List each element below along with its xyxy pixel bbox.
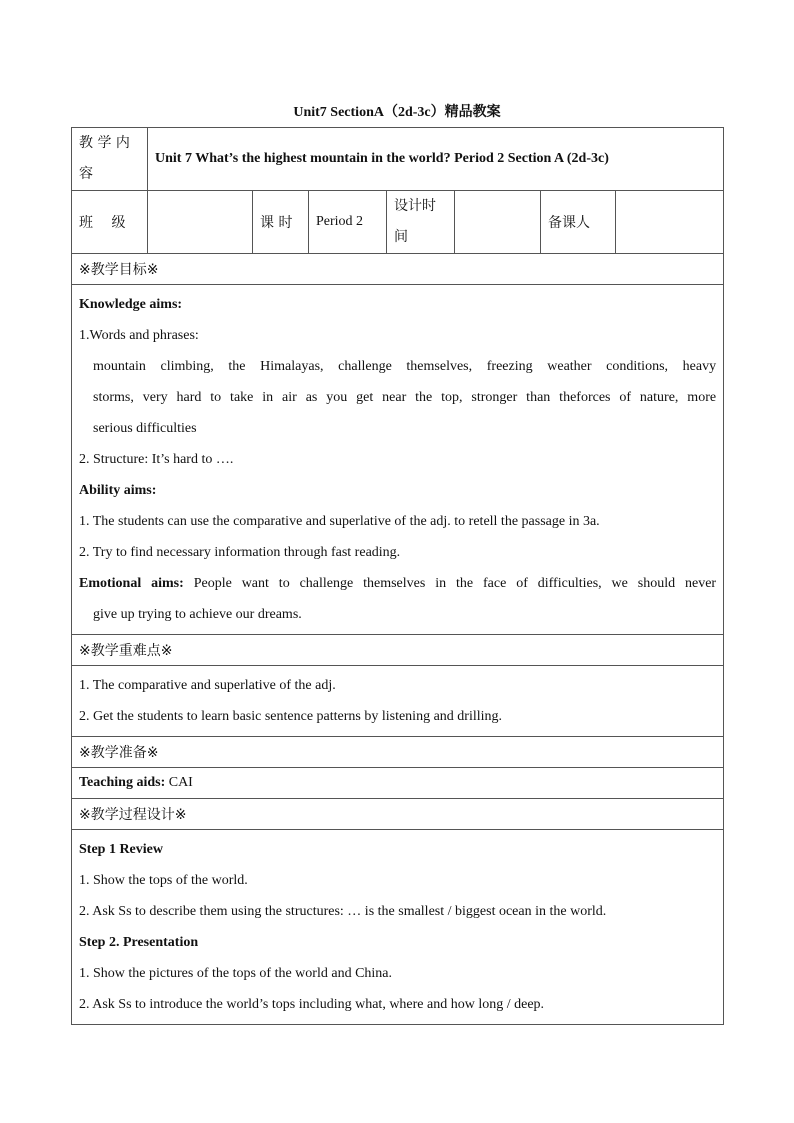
process-header-row <box>72 799 724 830</box>
step1-item-1: 1. Show the tops of the world. <box>79 873 248 888</box>
preparation-header-row <box>72 737 724 768</box>
ability-item-2: 2. Try to find necessary information through fast reading. <box>79 545 401 560</box>
ability-item-1: 1. The students can use the comparative and superlative of the adj. to retell the passage in 3a. <box>79 514 600 529</box>
class-label: 班 级 <box>72 191 148 254</box>
key-points-section-title: ※教学重难点※ <box>72 635 724 666</box>
process-section-title: ※教学过程设计※ <box>72 799 724 830</box>
step1-title: Step 1 Review <box>79 842 163 857</box>
content-row <box>72 128 724 191</box>
key-points-body <box>72 666 724 737</box>
words-line-2: storms, very hard to take in air as you get near the top, stronger than theforces of nature, more <box>93 390 717 405</box>
process-body-row <box>72 830 724 1025</box>
teaching-aids <box>72 768 724 799</box>
teaching-aids-row <box>72 768 724 799</box>
info-row <box>72 191 724 254</box>
key-point-1: 1. The comparative and superlative of the adj. <box>79 678 336 693</box>
emotional-aims-title: Emotional aims: <box>79 576 184 591</box>
step1-item-2: 2. Ask Ss to describe them using the structures: … is the smallest / biggest ocean in the world. <box>79 904 607 919</box>
period-label: 课 时 <box>253 191 309 254</box>
step2-title: Step 2. Presentation <box>79 935 199 950</box>
objectives-section-title: ※教学目标※ <box>72 254 724 285</box>
preparer-label: 备课人 <box>541 191 616 254</box>
preparation-section-title: ※教学准备※ <box>72 737 724 768</box>
lesson-plan-table <box>71 127 724 1025</box>
content-value: Unit 7 What’s the highest mountain in the world? Period 2 Section A (2d-3c) <box>148 128 724 191</box>
objectives-body <box>72 285 724 635</box>
design-time-value <box>455 191 541 254</box>
words-line-3: serious difficulties <box>93 421 197 436</box>
words-label: 1.Words and phrases: <box>79 328 199 343</box>
ability-aims-title: Ability aims: <box>79 483 157 498</box>
emotional-aims-line-2: give up trying to achieve our dreams. <box>93 607 302 622</box>
step2-item-2: 2. Ask Ss to introduce the world’s tops including what, where and how long / deep. <box>79 997 545 1012</box>
emotional-aims-text-1: People want to challenge themselves in the face of difficulties, we should never <box>183 576 717 591</box>
key-points-body-row <box>72 666 724 737</box>
knowledge-aims-title: Knowledge aims: <box>79 297 183 312</box>
period-value: Period 2 <box>309 191 387 254</box>
teaching-aids-label: Teaching aids: <box>79 775 166 790</box>
key-point-2: 2. Get the students to learn basic sentence patterns by listening and drilling. <box>79 709 503 724</box>
words-line-1: mountain climbing, the Himalayas, challenge themselves, freezing weather conditions, heavy <box>93 359 717 374</box>
content-label: 教 学 内 容 <box>72 128 148 191</box>
document-title: Unit7 SectionA（2d-3c）精品教案 <box>293 105 501 120</box>
objectives-body-row <box>72 285 724 635</box>
structure-line: 2. Structure: It’s hard to …. <box>79 452 234 467</box>
preparer-value <box>616 191 724 254</box>
step2-item-1: 1. Show the pictures of the tops of the world and China. <box>79 966 393 981</box>
objectives-header-row <box>72 254 724 285</box>
design-time-label: 设计时间 <box>387 191 455 254</box>
key-points-header-row <box>72 635 724 666</box>
class-value <box>148 191 253 254</box>
teaching-aids-value: CAI <box>165 775 193 790</box>
process-body <box>72 830 724 1025</box>
emotional-aims-line-1 <box>79 568 716 599</box>
